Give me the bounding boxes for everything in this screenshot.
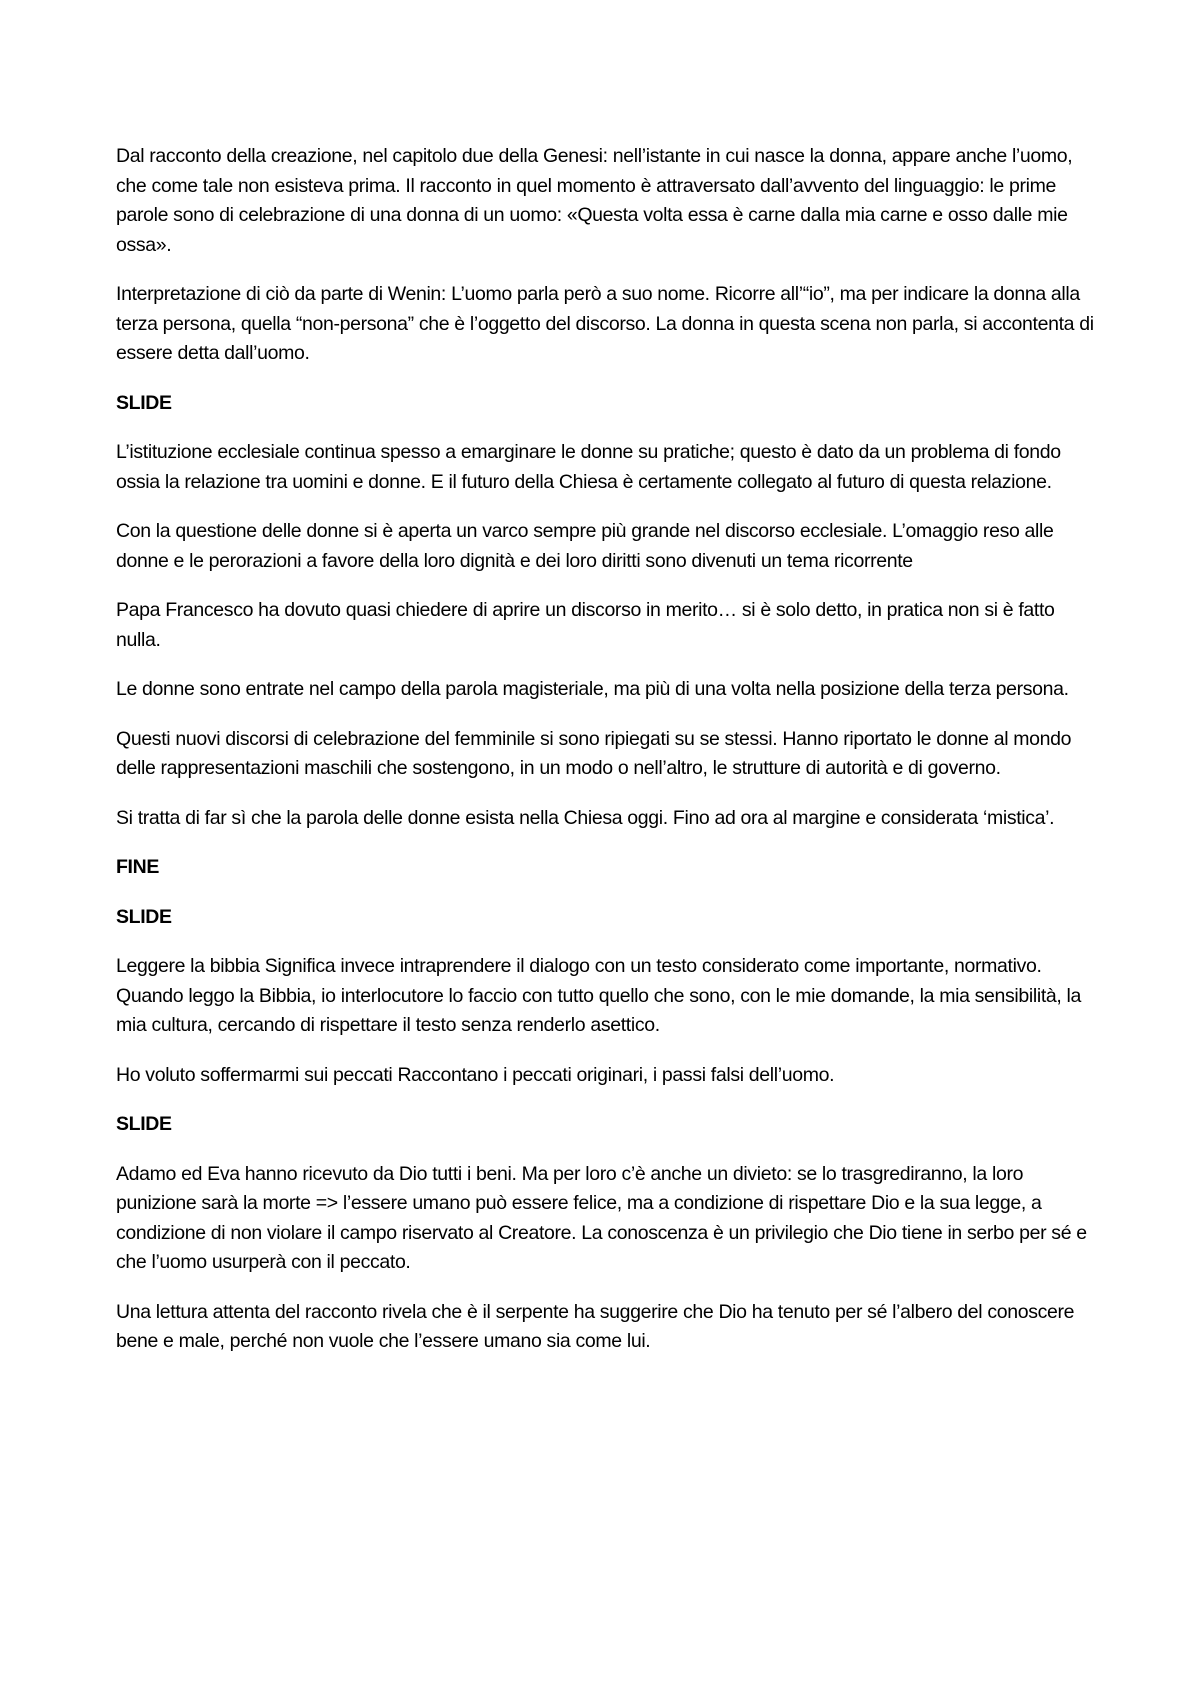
paragraph: Adamo ed Eva hanno ricevuto da Dio tutti i beni. Ma per loro c’è anche un divieto: se lo trasgrediranno, la loro punizione sarà la morte => l’essere umano può essere felice, ma a condizione di rispettare Dio e la sua legge, a condizione di non violare il campo riservato al Creatore. La conoscenza è un privilegio che Dio tiene in serbo per sé e che l’uomo usurperà con il peccato. xyxy=(116,1162,1087,1273)
paragraph: Si tratta di far sì che la parola delle donne esista nella Chiesa oggi. Fino ad ora al margine e considerata ‘mistica’. xyxy=(116,806,1055,829)
paragraph: Con la questione delle donne si è aperta un varco sempre più grande nel discorso ecclesiale. L’omaggio reso alle donne e le perorazioni a favore della loro dignità e dei loro diritti sono divenuti un tema ricorrente xyxy=(116,520,1054,572)
section-heading: SLIDE xyxy=(116,905,172,928)
section-heading: SLIDE xyxy=(116,391,172,414)
paragraph: Le donne sono entrate nel campo della parola magisteriale, ma più di una volta nella posizione della terza persona. xyxy=(116,678,1069,700)
section-heading: FINE xyxy=(116,856,160,878)
paragraph: Interpretazione di ciò da parte di Wenin: L’uomo parla però a suo nome. Ricorre all’“io”, ma per indicare la donna alla terza persona, quella “non-persona” che è l’oggetto del discorso. La donna in questa scena non parla, si accontenta di essere detta dall’uomo. xyxy=(116,283,1094,364)
paragraph: Dal racconto della creazione, nel capitolo due della Genesi: nell’istante in cui nasce la donna, appare anche l’uomo, che come tale non esisteva prima. Il racconto in quel momento è attraversato dall’avvento del linguaggio: le prime parole sono di celebrazione di una donna di un uomo: «Questa volta essa è carne dalla mia carne e osso dalle mie ossa». xyxy=(116,145,1073,256)
paragraph: Questi nuovi discorsi di celebrazione del femminile si sono ripiegati su se stessi. Hanno riportato le donne al mondo delle rappresentazioni maschili che sostengono, in un modo o nell’altro, le strutture di autorità e di governo. xyxy=(116,727,1072,779)
paragraph: Una lettura attenta del racconto rivela che è il serpente ha suggerire che Dio ha tenuto per sé l’albero del conoscere bene e male, perché non vuole che l’essere umano sia come lui. xyxy=(116,1300,1075,1352)
paragraph: L’istituzione ecclesiale continua spesso a emarginare le donne su pratiche; questo è dato da un problema di fondo ossia la relazione tra uomini e donne. E il futuro della Chiesa è certamente collegato al futuro di questa relazione. xyxy=(116,441,1061,493)
paragraph: Papa Francesco ha dovuto quasi chiedere di aprire un discorso in merito… si è solo detto, in pratica non si è fatto nulla. xyxy=(116,599,1055,651)
document-body xyxy=(116,142,1096,1377)
paragraph: Leggere la bibbia Significa invece intraprendere il dialogo con un testo considerato come importante, normativo. Quando leggo la Bibbia, io interlocutore lo faccio con tutto quello che sono, con le mie domande, la mia sensibilità, la mia cultura, cercando di rispettare il testo senza renderlo asettico. xyxy=(116,955,1082,1036)
paragraph: Ho voluto soffermarmi sui peccati Raccontano i peccati originari, i passi falsi dell’uomo. xyxy=(116,1063,835,1086)
section-heading: SLIDE xyxy=(116,1113,172,1135)
